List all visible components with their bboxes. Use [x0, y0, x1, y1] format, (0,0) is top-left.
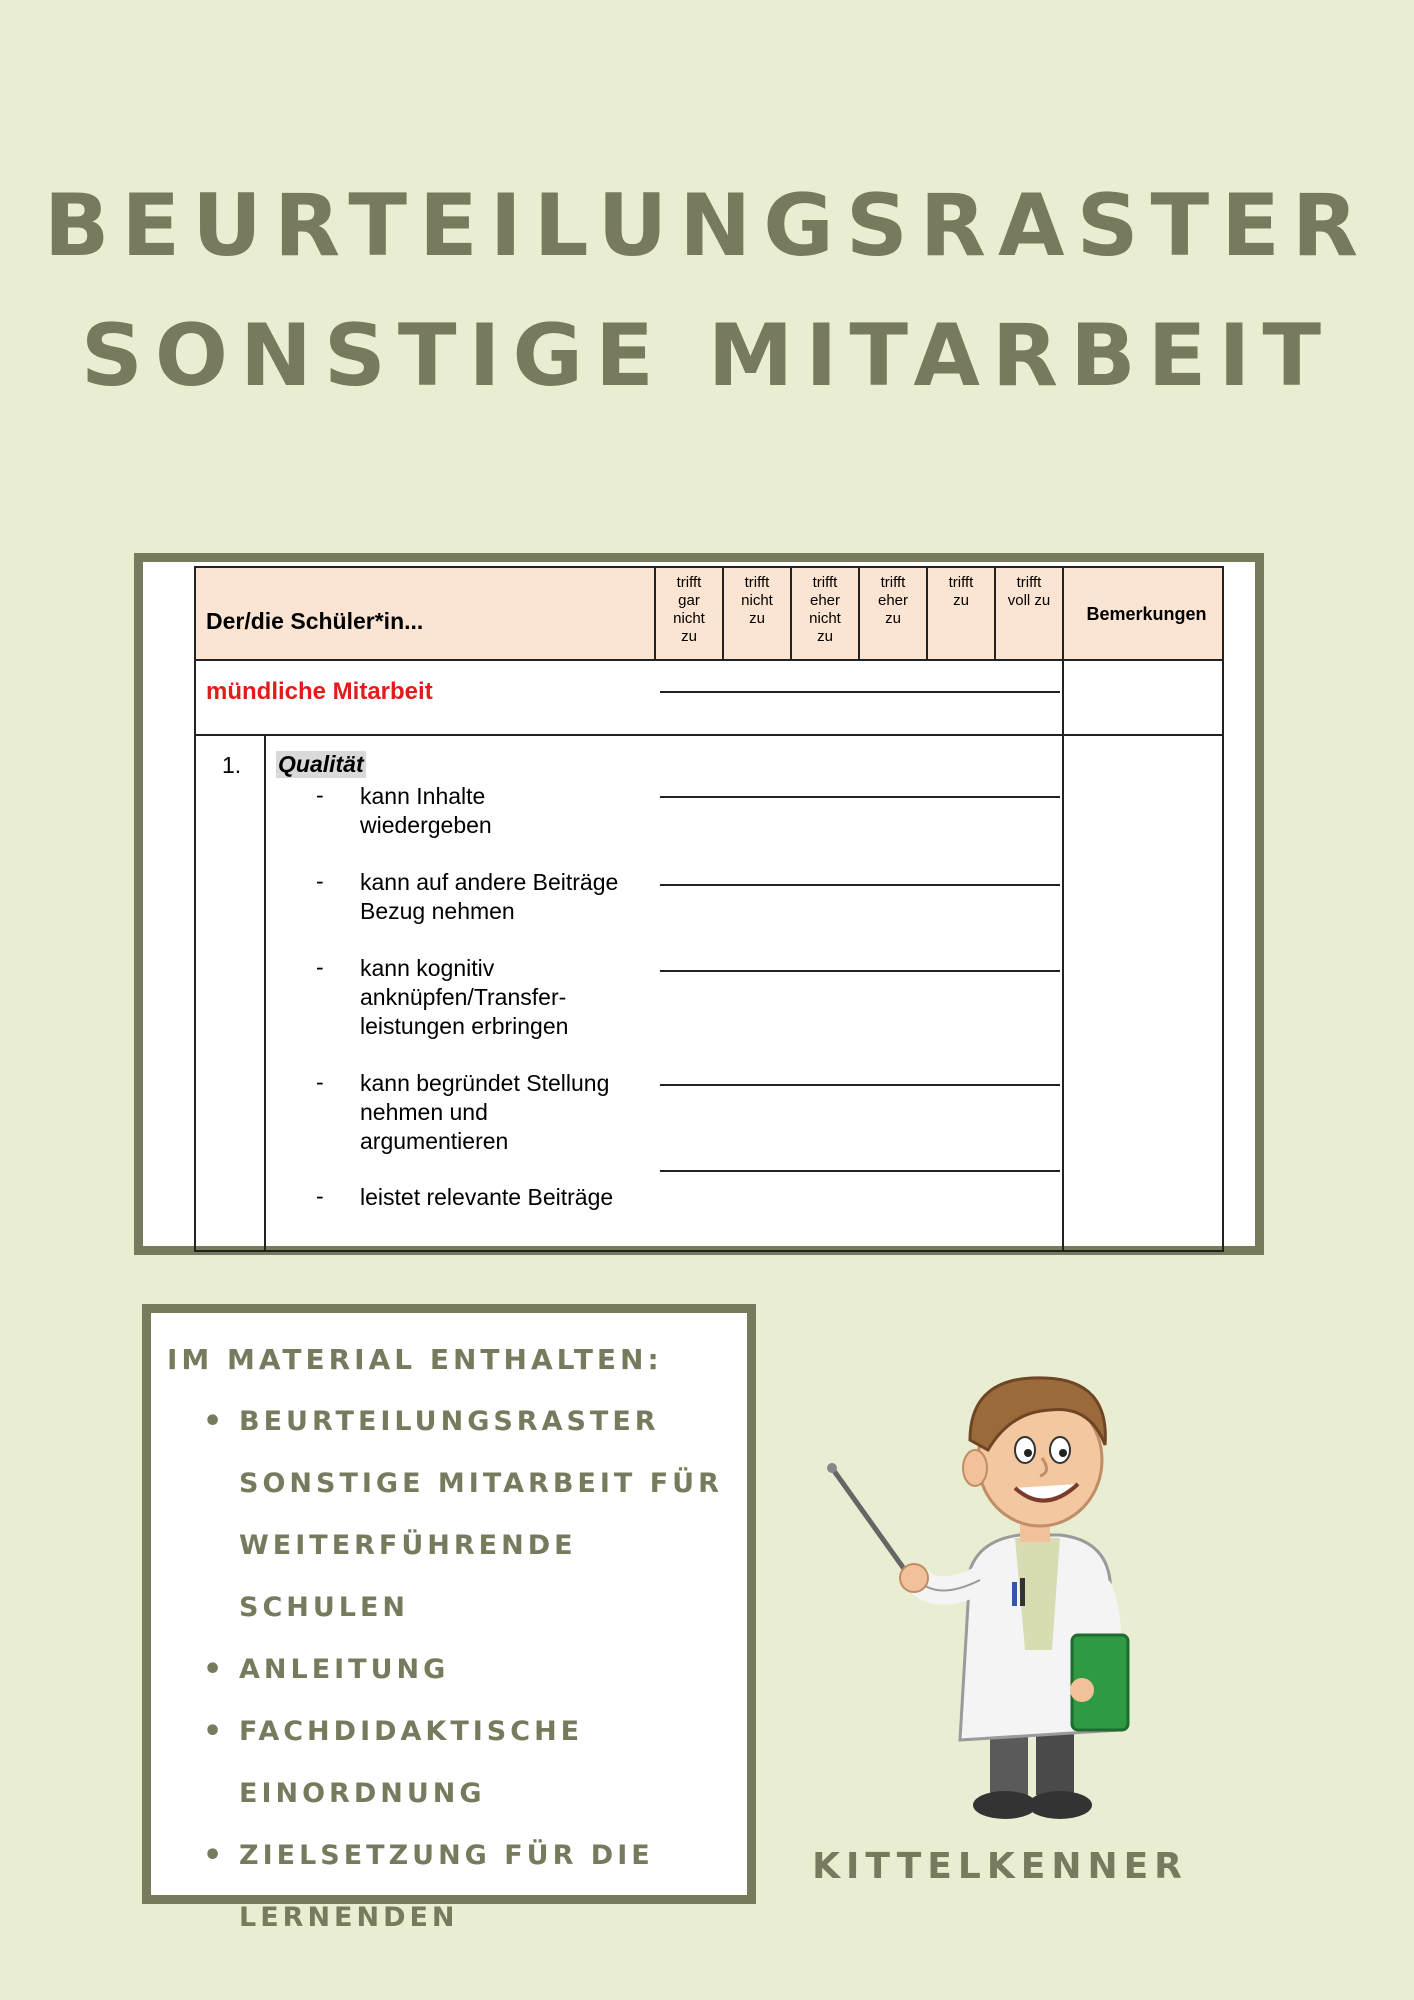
header-rating-word: nicht [673, 610, 705, 627]
header-rating-word: eher [809, 592, 841, 609]
header-rating-word: zu [953, 592, 969, 609]
header-rating-word: trifft [948, 574, 974, 591]
criterion-item [360, 954, 660, 1041]
criterion-dash: - [316, 1183, 324, 1209]
bullet-icon: • [203, 1652, 227, 1687]
header-rating-word: eher [877, 592, 909, 609]
criterion-text-line: kann auf andere Beiträge [360, 869, 619, 895]
table-preview [134, 553, 1264, 1255]
header-rating-word: gar [678, 592, 700, 609]
grid-vertical-line [926, 566, 928, 659]
contents-item-line: BEURTEILUNGSRASTER [239, 1406, 660, 1437]
answer-line [660, 884, 1060, 886]
answer-line [660, 1170, 1060, 1172]
header-rating-word: nicht [809, 610, 841, 627]
contents-list-item [203, 1701, 739, 1825]
grid-horizontal-line [194, 1250, 1224, 1252]
grid-vertical-line [1062, 566, 1064, 1252]
header-student: Der/die Schüler*in... [206, 608, 424, 634]
criterion-text-line: leistet relevante Beiträge [360, 1184, 614, 1210]
answer-line [660, 970, 1060, 972]
assessment-grid [194, 566, 1224, 1252]
criterion-dash: - [316, 1069, 324, 1095]
header-rating-column [724, 574, 790, 628]
criterion-text-line: leistungen erbringen [360, 1013, 569, 1039]
header-rating-word: zu [681, 628, 697, 645]
grid-horizontal-line [194, 566, 1224, 568]
header-rating-column [996, 574, 1062, 610]
contents-item-line: WEITERFÜHRENDE SCHULEN [239, 1530, 577, 1623]
contents-item-line: ZIELSETZUNG FÜR DIE [239, 1840, 654, 1871]
grid-horizontal-line [194, 734, 1224, 736]
contents-item-line: SONSTIGE MITARBEIT FÜR [239, 1468, 723, 1499]
header-rating-word: trifft [1016, 574, 1042, 591]
grid-vertical-line [264, 736, 266, 1252]
brand-name: KITTELKENNER [812, 1846, 1188, 1887]
grid-vertical-line [194, 566, 196, 1252]
category-label: Qualität [278, 751, 364, 777]
header-rating-word: trifft [744, 574, 770, 591]
header-rating-column [860, 574, 926, 628]
criterion-text-line: anknüpfen/Transfer- [360, 984, 567, 1010]
title-line-1: BEURTEILUNGSRASTER [43, 176, 1371, 276]
bullet-icon: • [203, 1404, 227, 1439]
contents-box [142, 1304, 756, 1933]
criterion-text-line: nehmen und [360, 1099, 488, 1125]
header-rating-word: zu [885, 610, 901, 627]
grid-vertical-line [722, 566, 724, 659]
criterion-item [360, 782, 660, 840]
header-rating-word: trifft [812, 574, 838, 591]
section-title: mündliche Mitarbeit [206, 678, 433, 705]
contents-item-line: LERNENDEN [239, 1902, 459, 1933]
title-line-2: SONSTIGE MITARBEIT [80, 306, 1334, 406]
grid-vertical-line [994, 566, 996, 659]
header-rating-word: voll zu [1007, 592, 1051, 609]
criterion-text-line: wiedergeben [360, 812, 492, 838]
contents-item-line: FACHDIDAKTISCHE [239, 1716, 584, 1747]
criterion-text-line: kann kognitiv [360, 955, 495, 981]
contents-item-line: ANLEITUNG [239, 1654, 450, 1685]
contents-list-item [203, 1825, 739, 1949]
criterion-text-line: Bezug nehmen [360, 898, 515, 924]
bullet-icon: • [203, 1714, 227, 1749]
contents-heading: IM MATERIAL ENTHALTEN: [167, 1343, 663, 1376]
grid-vertical-line [654, 566, 656, 659]
criterion-text-line: kann Inhalte [360, 783, 486, 809]
header-rating-word: nicht [741, 592, 773, 609]
header-remarks: Bemerkungen [1086, 604, 1207, 624]
header-rating-column [792, 574, 858, 646]
header-rating-word: zu [749, 610, 765, 627]
criterion-item [360, 1183, 660, 1212]
grid-vertical-line [858, 566, 860, 659]
answer-line [660, 796, 1060, 798]
header-rating-word: trifft [880, 574, 906, 591]
header-rating-column [928, 574, 994, 610]
grid-vertical-line [1222, 566, 1224, 1252]
criterion-dash: - [316, 954, 324, 980]
contents-list [203, 1391, 739, 1949]
row-number: 1. [222, 752, 242, 778]
header-rating-word: trifft [676, 574, 702, 591]
bullet-icon: • [203, 1838, 227, 1873]
criterion-item [360, 1069, 660, 1156]
grid-horizontal-line [194, 659, 1224, 661]
contents-item-line: EINORDNUNG [239, 1778, 486, 1809]
contents-list-item [203, 1391, 739, 1639]
criterion-text-line: argumentieren [360, 1128, 509, 1154]
criterion-text-line: kann begründet Stellung [360, 1070, 610, 1096]
answer-line [660, 691, 1060, 693]
answer-line [660, 1084, 1060, 1086]
teacher-mascot-illustration [820, 1350, 1180, 1830]
header-rating-word: zu [817, 628, 833, 645]
grid-vertical-line [790, 566, 792, 659]
header-rating-column [656, 574, 722, 646]
criterion-dash: - [316, 868, 324, 894]
criterion-item [360, 868, 660, 926]
criterion-dash: - [316, 782, 324, 808]
contents-list-item [203, 1639, 739, 1701]
